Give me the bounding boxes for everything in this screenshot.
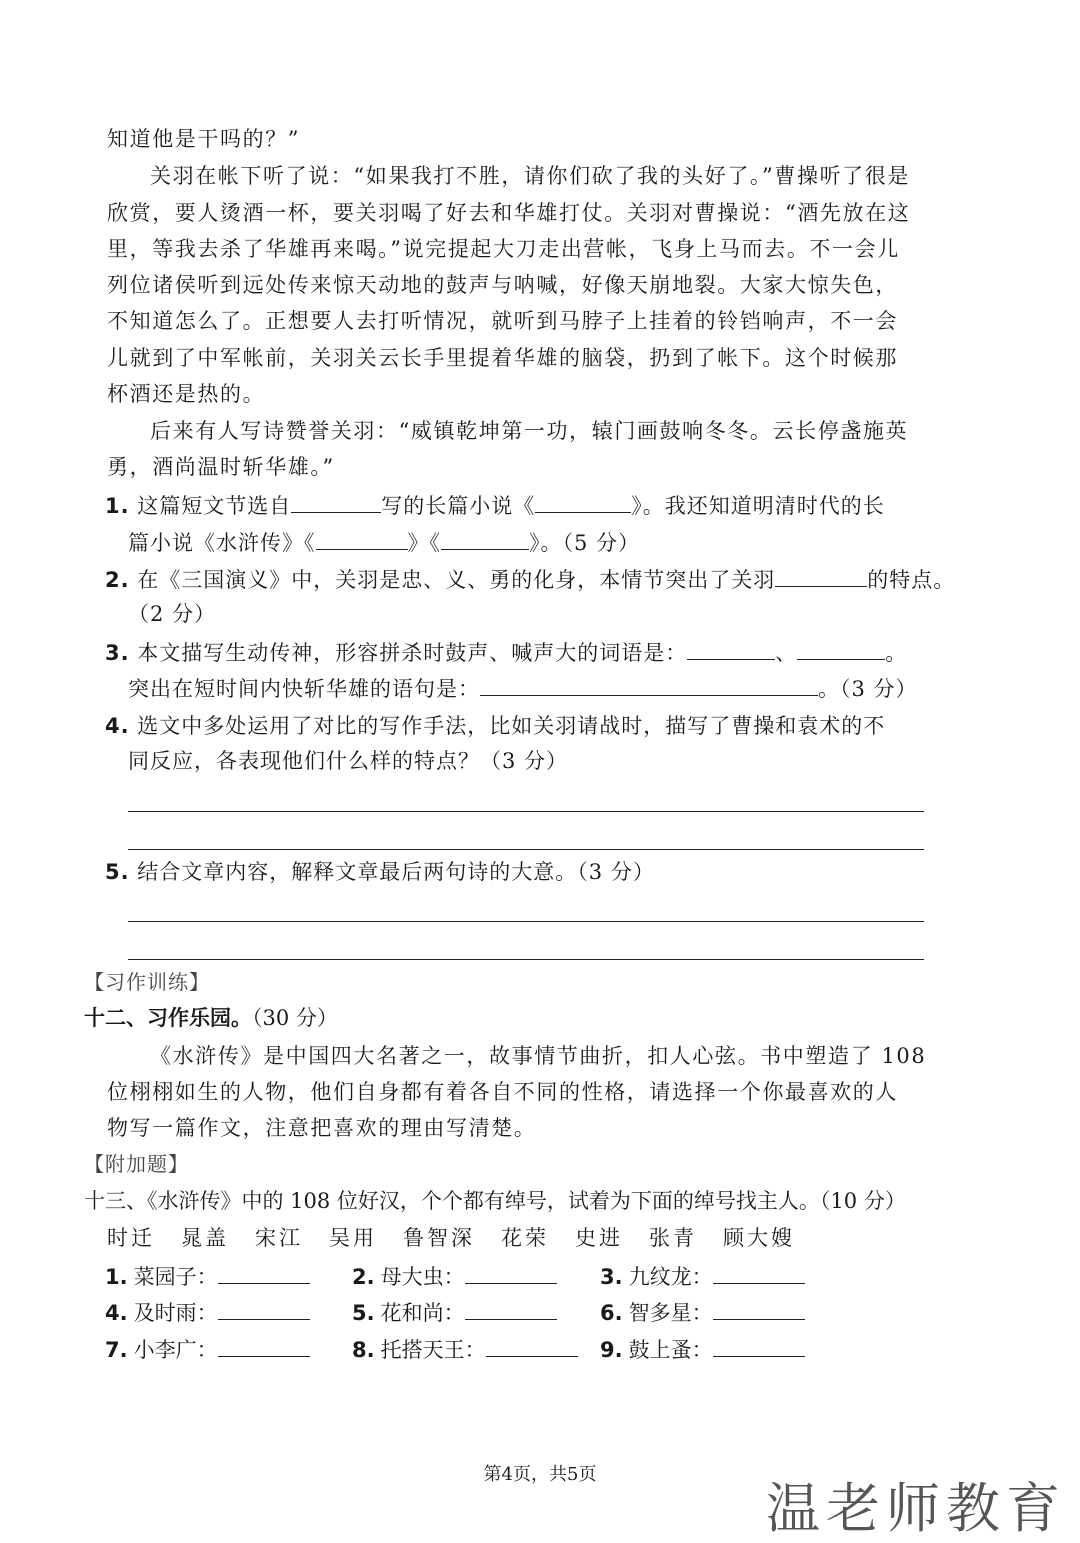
nickname-label: 小李广：	[133, 1338, 218, 1362]
item-number: 8.	[352, 1338, 375, 1362]
nickname-label: 托搭天王：	[380, 1338, 486, 1362]
nickname-label: 智多星：	[628, 1301, 713, 1325]
answer-blank[interactable]	[713, 1297, 805, 1320]
question-text: 结合文章内容，解释文章最后两句诗的大意。（3 分）	[137, 860, 655, 884]
watermark: 温老师教育	[766, 1477, 1066, 1540]
nickname-label: 九纹龙：	[628, 1265, 713, 1289]
nickname-label: 及时雨：	[133, 1301, 218, 1325]
question-text: 》。我还知道明清时代的长	[631, 494, 885, 518]
hero-name: 张青	[649, 1226, 697, 1250]
hero-name: 花荣	[501, 1226, 549, 1250]
answer-blank[interactable]	[465, 1297, 557, 1320]
section-12-title	[84, 1003, 338, 1033]
question-number: 3.	[105, 641, 130, 665]
question-1	[105, 490, 885, 521]
question-number: 2.	[105, 568, 130, 592]
answer-blank[interactable]	[480, 673, 818, 696]
answer-blank[interactable]	[441, 527, 529, 550]
nickname-item	[352, 1261, 557, 1292]
answer-blank[interactable]	[775, 564, 867, 587]
question-text: 篇小说《水浒传》《	[128, 531, 316, 555]
hero-name: 吴用	[329, 1226, 377, 1250]
question-text: 在《三国演义》中，关羽是忠、义、勇的化身，本情节突出了关羽	[137, 568, 776, 592]
question-text: 写的长篇小说《	[381, 494, 536, 518]
question-text: 本文描写生动传神，形容拼杀时鼓声、喊声大的词语是：	[137, 641, 688, 665]
passage-line: 儿就到了中军帐前，关羽关云长手里提着华雄的脑袋，扔到了帐下。这个时候那	[107, 346, 898, 370]
passage-line: 里，等我去杀了华雄再来喝。”说完提起大刀走出营帐，飞身上马而去。不一会儿	[107, 237, 900, 261]
passage-line: 后来有人写诗赞誉关羽：“威镇乾坤第一功，辕门画鼓响冬冬。云长停盏施英	[150, 419, 909, 443]
item-number: 1.	[105, 1265, 128, 1289]
question-text: 。（3 分）	[818, 677, 918, 701]
passage-line: 杯酒还是热的。	[107, 382, 266, 406]
question-text: 》。（5 分）	[529, 531, 641, 555]
nickname-item	[600, 1297, 805, 1328]
item-number: 2.	[352, 1265, 375, 1289]
answer-blank[interactable]	[687, 637, 775, 660]
passage-line: 知道他是干吗的？”	[107, 127, 301, 151]
answer-blank[interactable]	[218, 1297, 310, 1320]
question-text: 这篇短文节选自	[137, 494, 292, 518]
answer-line[interactable]	[128, 959, 924, 960]
section-12-line: 《水浒传》是中国四大名著之一，故事情节曲折，扣人心弦。书中塑造了 108	[150, 1044, 927, 1068]
question-text: 》《	[407, 531, 441, 555]
answer-blank[interactable]	[291, 490, 381, 513]
question-1-cont	[128, 527, 640, 558]
answer-blank[interactable]	[713, 1261, 805, 1284]
answer-line[interactable]	[128, 849, 924, 850]
question-2	[105, 564, 955, 595]
nickname-item	[352, 1297, 557, 1328]
question-text: 。	[885, 641, 908, 665]
question-4	[105, 711, 885, 741]
question-number: 5.	[105, 860, 130, 884]
answer-line[interactable]	[128, 921, 924, 922]
section-13-title: 十三、《水浒传》中的 108 位好汉，个个都有绰号，试着为下面的绰号找主人。（10 分）	[84, 1189, 906, 1213]
section-12-line: 物写一篇作文，注意把喜欢的理由写清楚。	[107, 1116, 537, 1140]
question-3-cont	[128, 673, 918, 704]
passage-line: 不知道怎么了。正想要人去打听情况，就听到马脖子上挂着的铃铛响声，不一会	[107, 309, 898, 333]
page-footer: 第4页，共5页	[483, 1464, 597, 1485]
section-title: 十二、习作乐园。	[84, 1006, 252, 1030]
passage-line: 勇，酒尚温时斩华雄。”	[107, 455, 335, 479]
answer-blank[interactable]	[218, 1334, 310, 1357]
question-text: 的特点。	[867, 568, 956, 592]
answer-blank[interactable]	[218, 1261, 310, 1284]
hero-name-list	[107, 1223, 821, 1253]
item-number: 3.	[600, 1265, 623, 1289]
answer-blank[interactable]	[713, 1334, 805, 1357]
nickname-item	[600, 1261, 805, 1292]
question-number: 4.	[105, 714, 130, 738]
question-5	[105, 857, 655, 887]
hero-name: 晁盖	[181, 1226, 229, 1250]
hero-name: 顾大嫂	[723, 1226, 795, 1250]
nickname-label: 鼓上蚤：	[628, 1338, 713, 1362]
question-text: 突出在短时间内快斩华雄的语句是：	[128, 677, 480, 701]
nickname-label: 菜园子：	[133, 1265, 218, 1289]
section-tag-bonus: 【附加题】	[84, 1152, 189, 1176]
question-text: 选文中多处运用了对比的写作手法，比如关羽请战时，描写了曹操和袁术的不	[137, 714, 886, 738]
item-number: 9.	[600, 1338, 623, 1362]
hero-name: 史进	[575, 1226, 623, 1250]
answer-blank[interactable]	[465, 1261, 557, 1284]
answer-blank[interactable]	[797, 637, 885, 660]
passage-line: 欣赏，要人烫酒一杯，要关羽喝了好去和华雄打仗。关羽对曹操说：“酒先放在这	[107, 201, 911, 225]
passage-line: 列位诸侯听到远处传来惊天动地的鼓声与呐喊，好像天崩地裂。大家大惊失色，	[107, 273, 898, 297]
question-number: 1.	[105, 494, 130, 518]
item-number: 7.	[105, 1338, 128, 1362]
hero-name: 宋江	[255, 1226, 303, 1250]
nickname-item	[352, 1334, 578, 1365]
nickname-label: 母大虫：	[380, 1265, 465, 1289]
item-number: 4.	[105, 1301, 128, 1325]
answer-blank[interactable]	[486, 1334, 578, 1357]
question-2-score: （2 分）	[128, 602, 217, 626]
answer-blank[interactable]	[316, 527, 408, 550]
section-12-line: 位栩栩如生的人物，他们自身都有着各自不同的性格，请选择一个你最喜欢的人	[107, 1080, 898, 1104]
answer-blank[interactable]	[535, 490, 631, 513]
question-4-cont: 同反应，各表现他们什么样的特点？（3 分）	[128, 749, 569, 773]
hero-name: 时迁	[107, 1226, 155, 1250]
question-3	[105, 637, 907, 668]
item-number: 6.	[600, 1301, 623, 1325]
nickname-item	[105, 1297, 310, 1328]
nickname-item	[105, 1261, 310, 1292]
nickname-item	[105, 1334, 310, 1365]
nickname-label: 花和尚：	[380, 1301, 465, 1325]
passage-line: 关羽在帐下听了说：“如果我打不胜，请你们砍了我的头好了。”曹操听了很是	[150, 164, 910, 188]
answer-line[interactable]	[128, 811, 924, 812]
question-text: 、	[775, 641, 798, 665]
nickname-item	[600, 1334, 805, 1365]
section-score: （30 分）	[252, 1006, 338, 1030]
hero-name: 鲁智深	[403, 1226, 475, 1250]
section-tag-writing: 【习作训练】	[84, 970, 210, 994]
item-number: 5.	[352, 1301, 375, 1325]
